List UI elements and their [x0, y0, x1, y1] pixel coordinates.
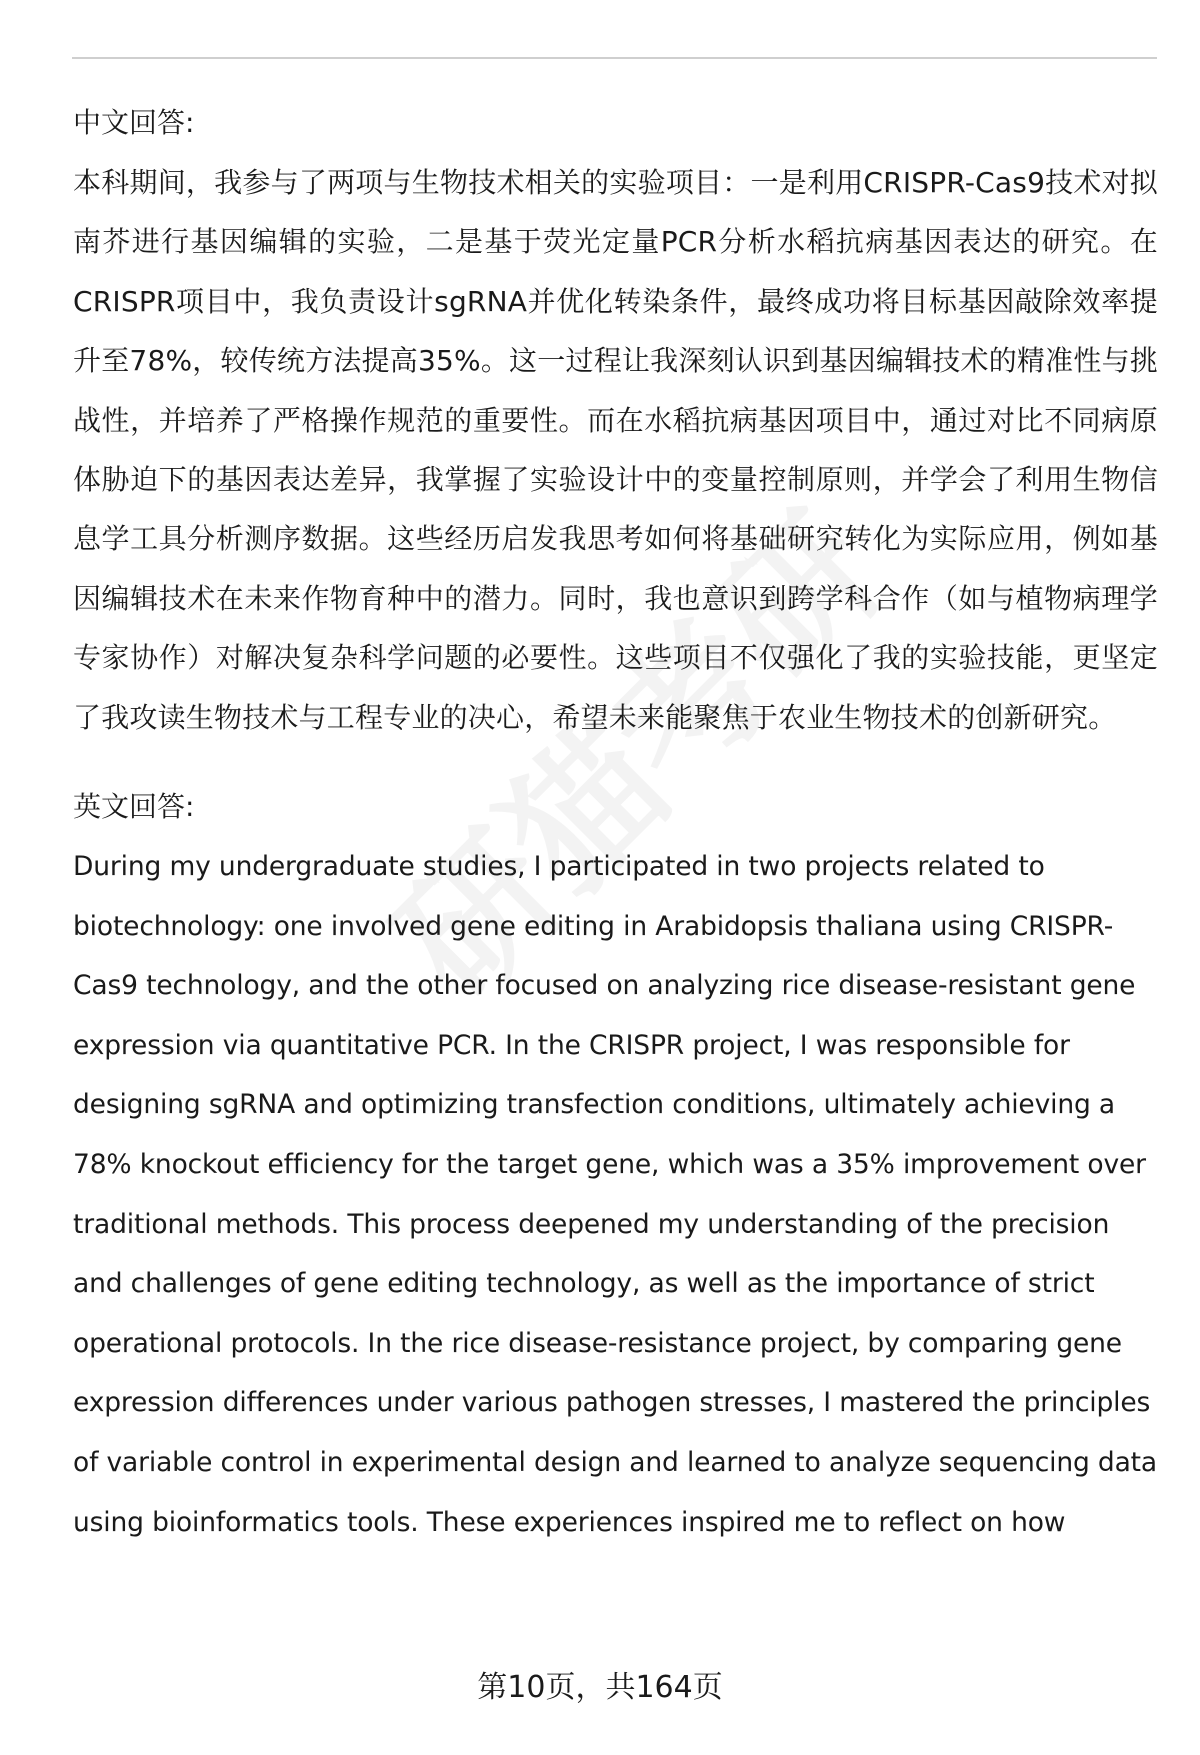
chinese-answer-paragraph: 本科期间，我参与了两项与生物技术相关的实验项目：一是利用CRISPR-Cas9技术对拟南芥进行基因编辑的实验，二是基于荧光定量PCR分析水稻抗病基因表达的研究。在CRISPR项目中，我负责设计sgRNA并优化转染条件，最终成功将目标基因敲除效率提升至78%，较传统方法提高35%。这一过程让我深刻认识到基因编辑技术的精准性与挑战性，并培养了严格操作规范的重要性。而在水稻抗病基因项目中，通过对比不同病原体胁迫下的基因表达差异，我掌握了实验设计中的变量控制原则，并学会了利用生物信息学工具分析测序数据。这些经历启发我思考如何将基础研究转化为实际应用，例如基因编辑技术在未来作物育种中的潜力。同时，我也意识到跨学科合作（如与植物病理学专家协作）对解决复杂科学问题的必要性。这些项目不仅强化了我的实验技能，更坚定了我攻读生物技术与工程专业的决心，希望未来能聚焦于农业生物技术的创新研究。 — [73, 166, 1158, 734]
document-body — [73, 93, 1158, 1552]
section-spacer — [73, 747, 1158, 777]
page-number: 第10页，共164页 — [477, 1670, 723, 1705]
english-answer-heading: 英文回答: — [73, 790, 195, 824]
header-divider — [72, 57, 1157, 59]
chinese-answer-heading: 中文回答: — [73, 106, 195, 139]
english-answer-paragraph: During my undergraduate studies, I participated in two projects related to biotechnology: one involved gene editing in Arabidopsis thaliana using CRISPR-Cas9 technology, and the other focused on analyzing rice disease-resistant gene expression via quantitative PCR. In the CRISPR project, I was responsible for designing sgRNA and optimizing transfection conditions, ultimately achieving a 78% knockout efficiency for the target gene, which was a 35% improvement over traditional methods. This process deepened my understanding of the precision and challenges of gene editing technology, as well as the importance of strict operational protocols. In the rice disease-resistance project, by comparing gene expression differences under various pathogen stresses, I mastered the principles of variable control in experimental design and learned to analyze sequencing data using bioinformatics tools. These experiences inspired me to reflect on how — [73, 851, 1158, 1538]
